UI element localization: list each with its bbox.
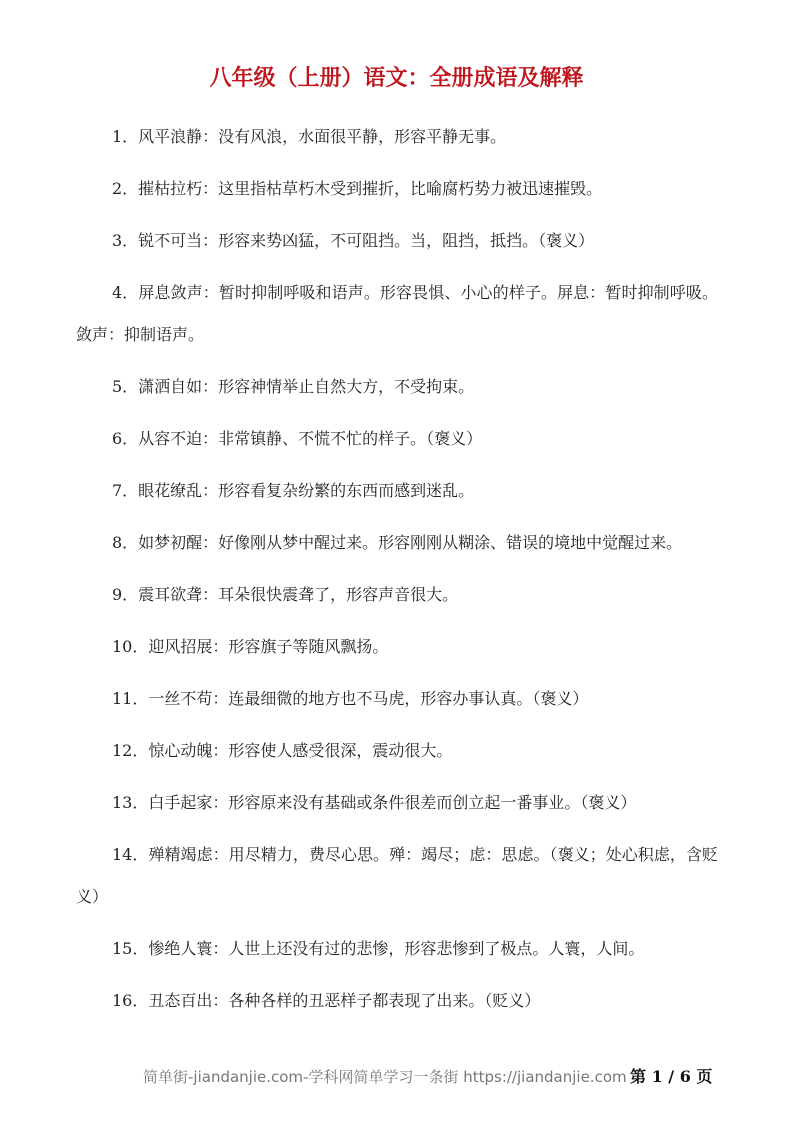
list-item: 11．一丝不苟：连最细微的地方也不马虎，形容办事认真。（褒义） <box>112 689 589 708</box>
page-footer <box>0 1062 793 1090</box>
list-item: 1．风平浪静：没有风浪，水面很平静，形容平静无事。 <box>112 127 507 146</box>
idiom-list <box>76 116 718 1032</box>
list-item: 5．潇洒自如：形容神情举止自然大方，不受拘束。 <box>112 377 475 396</box>
list-item: 10．迎风招展：形容旗子等随风飘扬。 <box>112 637 389 656</box>
list-item: 2．摧枯拉朽：这里指枯草朽木受到摧折，比喻腐朽势力被迅速摧毁。 <box>112 179 603 198</box>
document-title: 八年级（上册）语文：全册成语及解释 <box>209 65 584 91</box>
list-item: 6．从容不迫：非常镇静、不慌不忙的样子。（褒义） <box>112 429 483 448</box>
list-item: 3．锐不可当：形容来势凶猛，不可阻挡。当，阻挡，抵挡。（褒义） <box>112 231 595 250</box>
list-item: 13．白手起家：形容原来没有基础或条件很差而创立起一番事业。（褒义） <box>112 793 637 812</box>
page-number: 第 1 / 6 页 <box>630 1067 713 1086</box>
watermark: 简单街-jiandanjie.com-学科网简单学习一条街 https://jiandanjie.com <box>143 1068 627 1086</box>
list-item: 12．惊心动魄：形容使人感受很深，震动很大。 <box>112 741 453 760</box>
list-item: 9．震耳欲聋：耳朵很快震聋了，形容声音很大。 <box>112 585 459 604</box>
list-item: 14．殚精竭虑：用尽精力，费尽心思。殚：竭尽；虑：思虑。（褒义；处心积虑，含贬义） <box>76 845 718 906</box>
list-item: 8．如梦初醒：好像刚从梦中醒过来。形容刚刚从糊涂、错误的境地中觉醒过来。 <box>112 533 683 552</box>
list-item: 15．惨绝人寰：人世上还没有过的悲惨，形容悲惨到了极点。人寰，人间。 <box>112 939 645 958</box>
list-item: 4．屏息敛声：暂时抑制呼吸和语声。形容畏惧、小心的样子。屏息：暂时抑制呼吸。敛声：抑制语声。 <box>76 283 718 344</box>
list-item: 7．眼花缭乱：形容看复杂纷繁的东西而感到迷乱。 <box>112 481 475 500</box>
list-item: 16．丑态百出：各种各样的丑恶样子都表现了出来。（贬义） <box>112 991 541 1010</box>
